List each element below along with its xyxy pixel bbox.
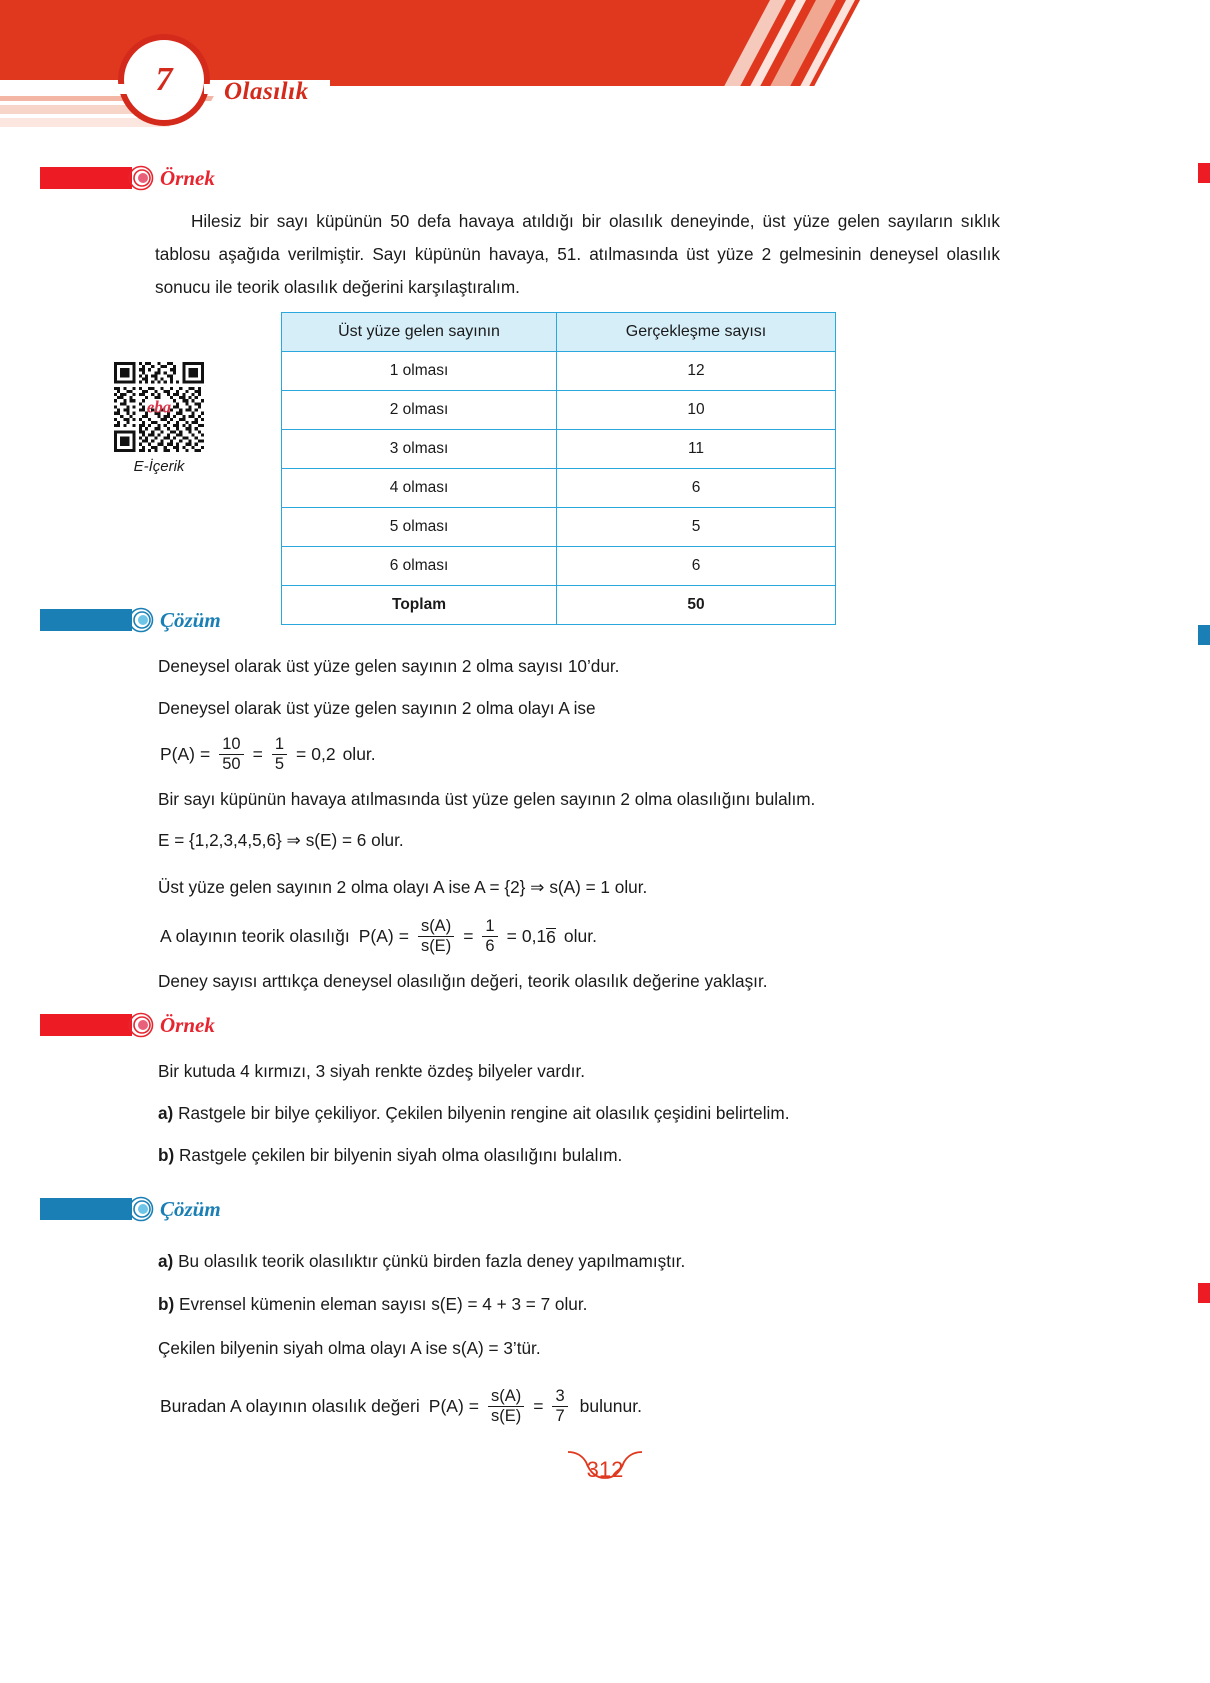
chapter-number: 7: [155, 61, 173, 98]
item-b-text: Evrensel kümenin eleman sayısı s(E) = 4 + 3 = 7 olur.: [179, 1294, 588, 1314]
formula-1-fraction-2: [272, 736, 287, 774]
solution-1-label: [40, 607, 221, 633]
solution-1-formula-1: [160, 736, 376, 774]
formula-3-lhs: P(A): [358, 926, 394, 947]
table-total-label: Toplam: [282, 586, 557, 625]
edge-tab-red-bottom: [1198, 1283, 1210, 1303]
example-2-line-1: Bir kutuda 4 kırmızı, 3 siyah renkte özdeş bilyeler vardır.: [158, 1061, 586, 1081]
fraction-numerator: 10: [222, 735, 241, 753]
table-cell-value: 10: [557, 391, 836, 430]
item-a-text: Bu olasılık teorik olasılıktır çünkü birden fazla deney yapılmamıştır.: [178, 1251, 686, 1271]
fraction-denominator: 6: [482, 936, 497, 955]
formula-3-value-pre: 0,1: [521, 926, 547, 947]
chapter-title: Olasılık: [224, 78, 309, 105]
solution-1-line-3: Bir sayı küpünün havaya atılmasında üst yüze gelen sayının 2 olma olasılığını bulalım.: [158, 789, 816, 809]
table-cell-label: 6 olması: [282, 547, 557, 586]
qr-code-icon[interactable]: [114, 362, 204, 452]
example-2-item-b: [158, 1139, 1008, 1172]
table-cell-label: 1 olması: [282, 352, 557, 391]
target-circles-icon: [128, 1012, 154, 1038]
table-header-cell-1: Gerçekleşme sayısı: [557, 313, 836, 352]
formula-3-fraction-1: [418, 918, 454, 956]
formula-3-eq-2: =: [463, 926, 474, 947]
formula-3-fraction-2: [482, 918, 497, 956]
table-cell-value: 12: [557, 352, 836, 391]
formula-1-suffix: olur.: [342, 744, 376, 765]
fraction-denominator: 5: [272, 754, 287, 773]
table-cell-label: 5 olması: [282, 508, 557, 547]
formula-lhs: P(A): [428, 1396, 464, 1417]
formula-1-fraction-1: [219, 736, 243, 774]
item-a-text: Rastgele bir bilye çekiliyor. Çekilen bilyenin rengine ait olasılık çeşidini belirtelim.: [178, 1103, 790, 1123]
page-number-badge: [566, 1448, 644, 1488]
table-row: [282, 508, 836, 547]
table-cell-label: 2 olması: [282, 391, 557, 430]
formula-1-eq-2: =: [252, 744, 263, 765]
example-1-paragraph: [155, 205, 1000, 304]
formula-3-prefix: A olayının teorik olasılığı: [160, 926, 350, 947]
formula-prefix: Buradan A olayının olasılık değeri: [160, 1396, 420, 1417]
solution-2-formula: [160, 1388, 642, 1426]
example-2-item-a: [158, 1097, 1008, 1130]
formula-3-eq-3: =: [506, 926, 517, 947]
formula-eq-2: =: [533, 1396, 544, 1417]
example-2-label: [40, 1012, 215, 1038]
page-header: [0, 0, 1210, 140]
table-cell-value: 11: [557, 430, 836, 469]
formula-eq-1: =: [468, 1396, 479, 1417]
table-row: [282, 469, 836, 508]
example-1-paragraph-text: Hilesiz bir sayı küpünün 50 defa havaya atıldığı bir olasılık deneyinde, üst yüze gelen sayıların sıklık tablosu aşağıda verilmiştir. Sayı küpünün havaya, 51. atılmasında üst yüze 2 gelmesinin deneysel olasılık sonucu ile teorik olasılık değerini karşılaştıralım.: [155, 211, 1000, 297]
solution-label-text: Çözüm: [160, 607, 221, 632]
fraction-numerator: 1: [274, 735, 285, 753]
formula-3-repeating-digit: 6: [546, 926, 556, 947]
table-header-row: [282, 313, 836, 352]
table-row: [282, 430, 836, 469]
fraction-numerator: 3: [555, 1387, 565, 1405]
item-b-label: b): [158, 1294, 175, 1314]
fraction-denominator: s(E): [418, 936, 454, 955]
solution-2-label: [40, 1196, 221, 1222]
item-b-label: b): [158, 1145, 175, 1165]
table-row: [282, 352, 836, 391]
solution-1-formula-3: [160, 918, 597, 956]
table-total-value: 50: [557, 586, 836, 625]
fraction-numerator: 1: [485, 917, 495, 935]
solution-2-item-a: [158, 1245, 1008, 1278]
table-cell-label: 4 olması: [282, 469, 557, 508]
label-bar-blue: [40, 609, 132, 631]
fraction-numerator: s(A): [420, 917, 452, 935]
example-label-text: Örnek: [160, 165, 215, 190]
formula-3-eq-1: =: [398, 926, 409, 947]
formula-fraction-2: [552, 1388, 567, 1426]
page-number: 312: [586, 1457, 624, 1482]
table-cell-value: 6: [557, 547, 836, 586]
solution-1-line-1: Deneysel olarak üst yüze gelen sayının 2 olma sayısı 10’dur.: [158, 656, 620, 676]
formula-1-eq-1: =: [200, 744, 211, 765]
label-bar-red: [40, 1014, 132, 1036]
label-bar-blue: [40, 1198, 132, 1220]
target-circles-icon: [128, 165, 154, 191]
fraction-denominator: s(E): [488, 1406, 524, 1425]
solution-label-text: Çözüm: [160, 1196, 221, 1221]
edge-tab-red-top: [1198, 163, 1210, 183]
fraction-denominator: 50: [219, 754, 243, 773]
solution-2-item-b: [158, 1288, 1008, 1321]
table-row: [282, 547, 836, 586]
solution-2-line-3: Çekilen bilyenin siyah olma olayı A ise s(A) = 3’tür.: [158, 1338, 541, 1358]
formula-1-lhs: P(A): [160, 744, 195, 765]
edge-tab-blue: [1198, 625, 1210, 645]
qr-caption: E-İçerik: [133, 458, 185, 475]
item-a-label: a): [158, 1251, 174, 1271]
formula-3-suffix: olur.: [563, 926, 597, 947]
eba-logo-text: eba: [146, 397, 172, 417]
formula-suffix: bulunur.: [579, 1396, 642, 1417]
label-bar-red: [40, 167, 132, 189]
table-cell-value: 6: [557, 469, 836, 508]
fraction-denominator: 7: [552, 1406, 567, 1425]
table-total-row: [282, 586, 836, 625]
page-footer: [0, 1448, 1210, 1493]
item-b-text: Rastgele çekilen bir bilyenin siyah olma olasılığını bulalım.: [179, 1145, 623, 1165]
table-cell-value: 5: [557, 508, 836, 547]
example-label-text: Örnek: [160, 1012, 215, 1037]
fraction-numerator: s(A): [491, 1387, 522, 1405]
table-cell-label: 3 olması: [282, 430, 557, 469]
formula-1-eq-3: =: [296, 744, 307, 765]
target-circles-icon: [128, 607, 154, 633]
solution-1-line-5: Deney sayısı arttıkça deneysel olasılığın değeri, teorik olasılık değerine yaklaşır.: [158, 971, 768, 991]
table-row: [282, 391, 836, 430]
target-circles-icon: [128, 1196, 154, 1222]
formula-1-value: 0,2: [311, 744, 336, 765]
eba-qr-block: [104, 362, 214, 475]
example-1-label: [40, 165, 215, 191]
solution-1-line-4: Üst yüze gelen sayının 2 olma olayı A ise A = {2} ⇒ s(A) = 1 olur.: [158, 877, 648, 897]
formula-fraction-1: [488, 1388, 524, 1426]
solution-1-formula-2: E = {1,2,3,4,5,6} ⇒ s(E) = 6 olur.: [158, 830, 404, 850]
frequency-table: [281, 312, 836, 625]
table-header-cell-0: Üst yüze gelen sayının: [282, 313, 557, 352]
item-a-label: a): [158, 1103, 174, 1123]
solution-1-line-2: Deneysel olarak üst yüze gelen sayının 2 olma olayı A ise: [158, 698, 596, 718]
